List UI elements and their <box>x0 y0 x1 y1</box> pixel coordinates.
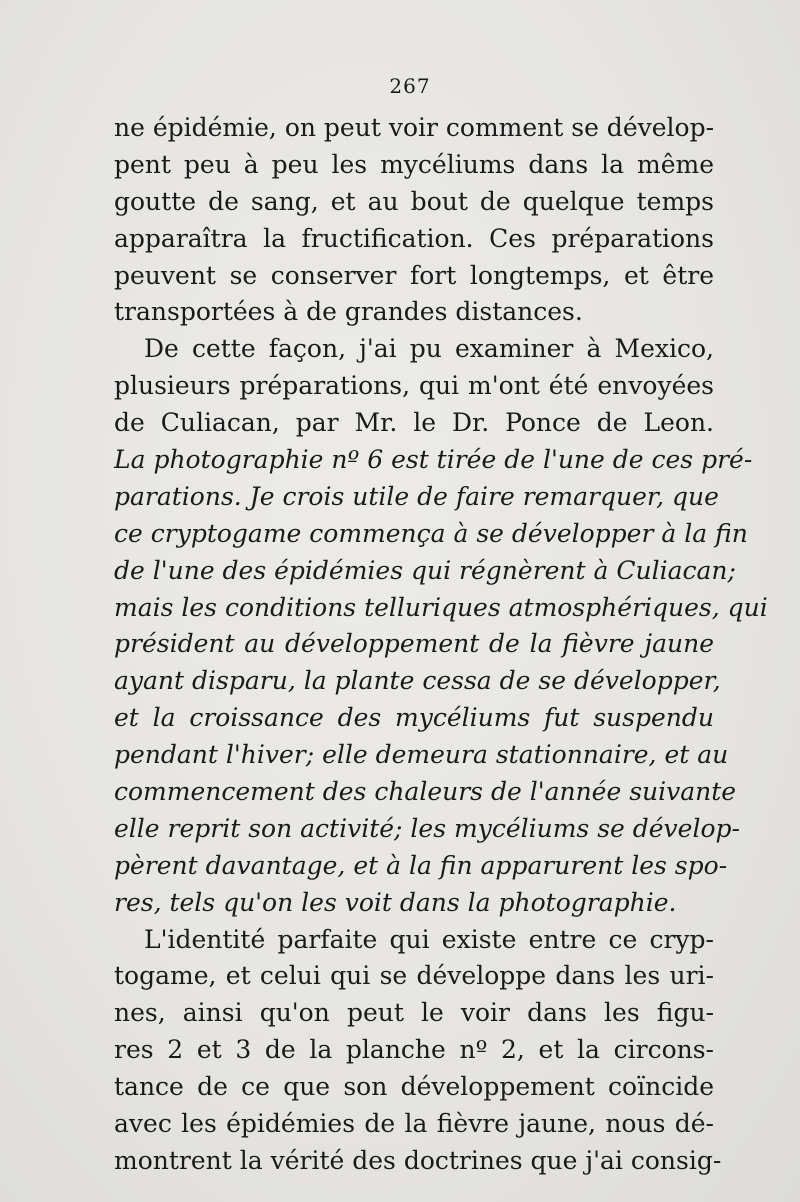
text-line: avec les épidémies de la fièvre jaune, nous dé- <box>114 1109 714 1139</box>
text-line: de Culiacan, par Mr. le Dr. Ponce de Leon. <box>114 408 714 438</box>
text-line: tance de ce que son développement coïncide <box>114 1072 714 1102</box>
text-line: montrent la vérité des doctrines que j'ai consig- <box>114 1145 722 1175</box>
text-line: elle reprit son activité; les mycéliums se dévelop- <box>114 813 740 843</box>
text-line: res, tels qu'on les voit dans la photographie. <box>114 887 677 917</box>
page-number: 267 <box>389 74 431 98</box>
text-line: ce cryptogame commença à se développer à la fin <box>114 518 748 548</box>
text-line: ne épidémie, on peut voir comment se dévelop- <box>114 113 715 142</box>
text-line: commencement des chaleurs de l'année suivante <box>114 777 737 807</box>
text-line: togame, et celui qui se développe dans les uri- <box>114 961 714 991</box>
text-line: président au développement de la fièvre jaune <box>114 629 714 659</box>
text-line: apparaîtra la fructification. Ces préparations <box>114 223 714 253</box>
text-line: L'identité parfaite qui existe entre ce cryp- <box>144 924 714 954</box>
text-line: nes, ainsi qu'on peut le voir dans les figu- <box>114 998 714 1028</box>
text-line: ayant disparu, la plante cessa de se développer, <box>114 666 721 696</box>
text-line: et la croissance des mycéliums fut suspendu <box>114 703 714 733</box>
text-line: mais les conditions telluriques atmosphériques, qui <box>114 592 768 622</box>
text-line: pèrent davantage, et à la fin apparurent les spo- <box>114 850 728 880</box>
text-line: goutte de sang, et au bout de quelque temps <box>114 186 714 216</box>
text-line: pendant l'hiver; elle demeura stationnaire, et au <box>114 740 729 770</box>
text-line: peuvent se conserver fort longtemps, et être <box>114 260 714 290</box>
text-line: res 2 et 3 de la planche nº 2, et la circons- <box>114 1035 714 1065</box>
text-line: De cette façon, j'ai pu examiner à Mexico, <box>144 334 714 364</box>
text-line: de l'une des épidémies qui régnèrent à Culiacan; <box>114 555 736 585</box>
body-text <box>114 110 768 1180</box>
text-line: pent peu à peu les mycéliums dans la même <box>114 149 714 179</box>
text-line: transportées à de grandes distances. <box>114 297 583 327</box>
text-line: plusieurs préparations, qui m'ont été envoyées <box>114 371 714 401</box>
text-line: La photographie nº 6 est tirée de l'une de ces pré- <box>114 445 753 475</box>
text-line: parations. Je crois utile de faire remarquer, que <box>114 481 719 511</box>
